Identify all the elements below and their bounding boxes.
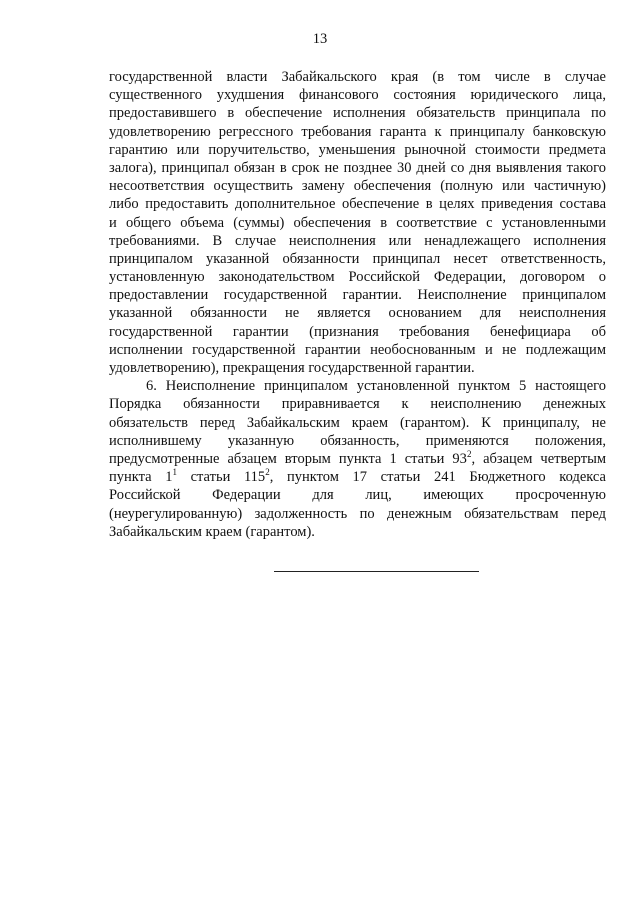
text-line: исполнении государственной гарантии необоснованным и не подлежащим [109, 341, 606, 358]
text-fragment: статьи 115 [176, 469, 266, 486]
text-line: государственной власти Забайкальского края (в том числе в случае [109, 69, 606, 85]
text-line: требованиями. В случае неисполнения или ненадлежащего исполнения [109, 232, 606, 249]
text-line: установленную законодательством Российской Федерации, договором о [109, 269, 606, 286]
text-line: государственной гарантии (признания требования бенефициара об [109, 323, 606, 340]
text-line: 6. Неисполнение принципалом установленной пунктом 5 настоящего [146, 378, 606, 395]
text-line: Забайкальским краем (гарантом). [109, 523, 315, 540]
text-line: Порядка обязанности приравнивается к неисполнению денежных [109, 396, 606, 413]
page-number: 13 [312, 31, 328, 47]
text-fragment: пункта 1 [109, 469, 173, 486]
superscript: 1 [172, 467, 177, 478]
text-line: и общего объема (суммы) обеспечения в соответствие с установленными [109, 214, 606, 231]
text-line: существенного ухудшения финансового состояния юридического лица, [109, 87, 606, 104]
text-fragment: , пунктом 17 статьи 241 Бюджетного кодекса [269, 469, 606, 486]
text-line: предоставившего в обеспечение исполнения обязательств принципала по [109, 105, 606, 122]
text-line: Российской Федерации для лиц, имеющих просроченную [109, 487, 606, 504]
text-line [109, 468, 606, 486]
superscript: 2 [466, 449, 472, 460]
superscript: 2 [265, 467, 270, 478]
text-fragment: , абзацем четвертым [471, 450, 606, 467]
text-line: несоответствия осуществить замену обеспечения (полную или частичную) [109, 178, 606, 195]
text-line: удовлетворению), прекращения государственной гарантии. [109, 360, 475, 376]
document-body [109, 68, 606, 541]
text-line: принципалом указанной обязанности принципал несет ответственность, [109, 250, 606, 267]
text-line: гарантию или поручительство, уменьшения рыночной стоимости предмета [109, 141, 606, 158]
text-line: удовлетворению регрессного требования гаранта к принципалу банковскую [109, 123, 606, 140]
text-line: предоставлении государственной гарантии. Неисполнение принципалом [109, 287, 606, 304]
end-separator-line [274, 571, 479, 572]
text-line: (неурегулированную) задолженность по денежным обязательствам перед [109, 505, 606, 522]
paragraph-continued [109, 68, 606, 377]
text-line [109, 450, 606, 468]
text-fragment: предусмотренные абзацем вторым пункта 1 статьи 93 [109, 450, 467, 467]
text-line: либо предоставить дополнительное обеспечение в целях приведения состава [109, 196, 606, 213]
text-line: залога), принципал обязан в срок не позднее 30 дней со дня выявления такого [109, 159, 606, 176]
text-line: обязательств перед Забайкальским краем (гарантом). К принципалу, не [109, 414, 606, 431]
text-line: указанной обязанности не является основанием для неисполнения [109, 305, 606, 322]
text-line: исполнившему указанную обязанность, применяются положения, [109, 432, 606, 449]
paragraph-6 [109, 377, 606, 541]
